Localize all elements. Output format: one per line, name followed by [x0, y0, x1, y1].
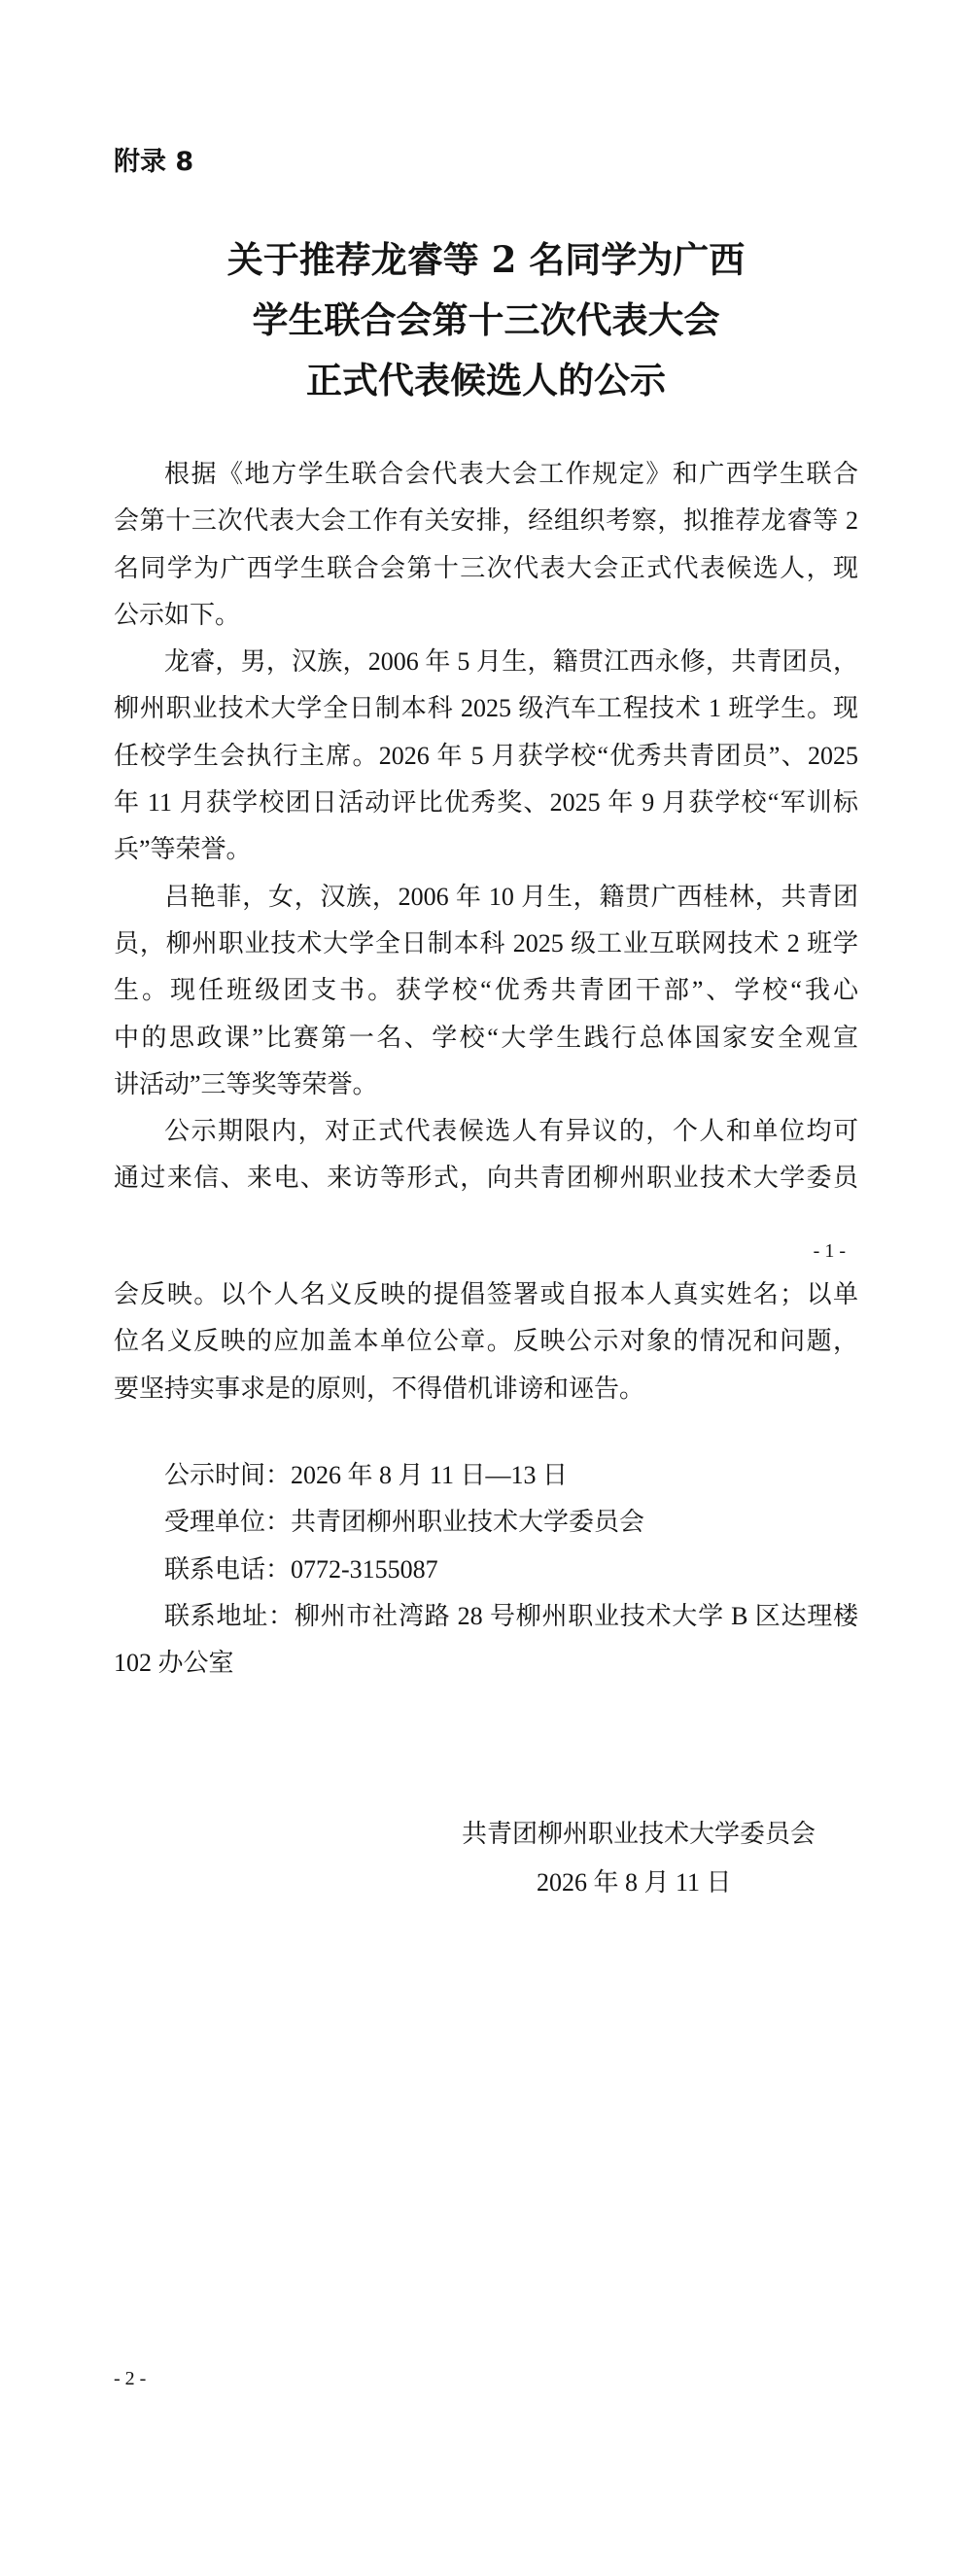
- text-line: 公示时间：2026 年 8 月 11 日—13 日: [164, 1461, 569, 1489]
- paragraph-objection-period-cont: [114, 1271, 858, 1412]
- text-line: 兵”等荣誉。: [114, 835, 252, 864]
- paragraph-candidate-2: [114, 874, 858, 1108]
- text-line: 要坚持实事求是的原则，不得借机诽谤和诬告。: [114, 1374, 645, 1403]
- text-line: 公示期限内，对正式代表候选人有异议的，个人和单位均可: [164, 1117, 858, 1146]
- text-line: 联系地址：柳州市社湾路 28 号柳州职业技术大学 B 区达理楼: [164, 1601, 858, 1630]
- text-line: 会反映。以个人名义反映的提倡签署或自报本人真实姓名；以单: [114, 1280, 858, 1308]
- title-line: 学生联合会第十三次代表大会: [252, 298, 720, 341]
- page-number: - 2 -: [114, 2368, 147, 2389]
- page-number: - 1 -: [813, 1240, 846, 1262]
- text-line: 生。现任班级团支书。获学校“优秀共青团干部”、学校“我心: [114, 976, 858, 1005]
- signature-date: 2026 年 8 月 11 日: [537, 1868, 732, 1897]
- text-line: 联系电话：0772-3155087: [164, 1554, 438, 1584]
- paragraph-continuation: [114, 1271, 858, 1412]
- text-line: 名同学为广西学生联合会第十三次代表大会正式代表候选人，现: [114, 553, 858, 582]
- info-receiving-unit: [114, 1499, 858, 1546]
- text-line: 吕艳菲，女，汉族，2006 年 10 月生，籍贯广西桂林，共青团: [164, 882, 858, 911]
- info-address: [114, 1593, 858, 1688]
- appendix-label: 附录 8: [114, 147, 194, 177]
- notice-info: [114, 1452, 858, 1687]
- text-line: 受理单位：共青团柳州职业技术大学委员会: [164, 1508, 645, 1537]
- title-line: 关于推荐龙睿等 2 名同学为广西: [226, 238, 746, 281]
- text-line: 年 11 月获学校团日活动评比优秀奖、2025 年 9 月获学校“军训标: [114, 788, 858, 818]
- text-line: 柳州职业技术大学全日制本科 2025 级汽车工程技术 1 班学生。现: [114, 694, 858, 723]
- text-line: 公示如下。: [114, 600, 241, 629]
- text-line: 根据《地方学生联合会代表大会工作规定》和广西学生联合: [164, 460, 858, 488]
- text-line: 讲活动”三等奖等荣誉。: [114, 1069, 378, 1098]
- paragraph-objection-period: [114, 1108, 858, 1202]
- text-line: 102 办公室: [114, 1649, 234, 1678]
- text-line: 龙睿，男，汉族，2006 年 5 月生，籍贯江西永修，共青团员，: [164, 647, 858, 677]
- body-text: [114, 451, 858, 1202]
- paragraph-candidate-1: [114, 639, 858, 873]
- signature-organization: 共青团柳州职业技术大学委员会: [462, 1820, 816, 1848]
- text-line: 中的思政课”比赛第一名、学校“大学生践行总体国家安全观宣: [114, 1023, 858, 1052]
- info-phone: [114, 1547, 858, 1593]
- text-line: 通过来信、来电、来访等形式，向共青团柳州职业技术大学委员: [114, 1164, 858, 1193]
- document-title: [0, 229, 972, 410]
- text-line: 任校学生会执行主席。2026 年 5 月获学校“优秀共青团员”、2025: [114, 741, 858, 770]
- paragraph-basis: [114, 451, 858, 639]
- text-line: 会第十三次代表大会工作有关安排，经组织考察，拟推荐龙睿等 2: [114, 506, 858, 536]
- text-line: 位名义反映的应加盖本单位公章。反映公示对象的情况和问题，: [114, 1327, 858, 1356]
- text-line: 员，柳州职业技术大学全日制本科 2025 级工业互联网技术 2 班学: [114, 928, 858, 957]
- title-line: 正式代表候选人的公示: [306, 359, 666, 401]
- info-notice-period: [114, 1452, 858, 1499]
